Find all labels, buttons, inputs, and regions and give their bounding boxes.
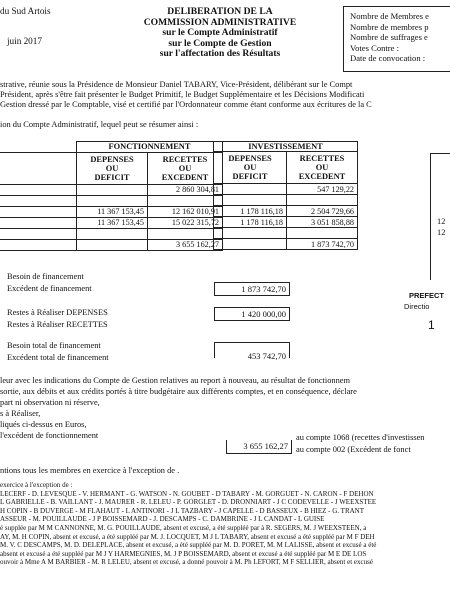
affectation-002: au compte 002 (Excédent de fonct — [296, 445, 411, 454]
depenses-header: DEPENSES OU DEFICIT — [77, 152, 148, 184]
conclusion-line: leur avec les indications du Compte de Gestion relatives au report à nouveau, au résultat de fonctionnem — [0, 376, 351, 385]
members-line: é supplée par M M CANNONNE, M. G. POUILLAUDE, absent et excusé, a été suppléé par à R. SEGERS, M. J WEEXSTEEN, a — [0, 523, 367, 532]
cell — [214, 228, 287, 239]
cell: 15 022 315,72 — [148, 217, 223, 228]
unanimity-line: ntions tous les membres en exercice à l'exception de . — [0, 466, 180, 475]
excedent-total-label: Excédent total de financement — [7, 353, 109, 362]
conclusion-line: liqués ci-dessus en Euros, — [0, 420, 87, 429]
excedent-total-value-box: 453 742,70 — [214, 342, 290, 358]
rar-recettes-label: Restes à Réaliser RECETTES — [7, 320, 108, 329]
cell: 1 178 116,18 — [214, 217, 287, 228]
fonctionnement-table — [0, 141, 223, 251]
cell: 3 655 162,27 — [148, 239, 223, 250]
intro-line: Président, après s'être fait présenter le Budget Primitif, le Budget Supplémentaire et les Décisions Modificati — [0, 90, 365, 99]
cell — [287, 228, 358, 239]
prefecture-stamp-number: 1 — [428, 318, 435, 332]
cell — [148, 195, 223, 206]
besoin-label: Besoin de financement — [7, 272, 84, 281]
cell: 11 367 153,45 — [77, 206, 148, 217]
rar-value-box: 1 420 000,00 — [214, 307, 290, 321]
recettes-header: RECETTES OU EXCEDENT — [148, 152, 223, 184]
members-line: L GABRIELLE - B. VAILLANT - J. MAURER - R. LELEU - P. GORGLET - D. DRONNIART - J C CODEVELLE - J WEEXSTEE — [0, 498, 377, 507]
cell — [214, 195, 287, 206]
intro-summary: ion du Compte Administratif, lequel peut se résumer ainsi : — [0, 120, 199, 129]
cell: 2 860 304,81 — [148, 184, 223, 195]
cell — [287, 195, 358, 206]
conclusion-line: sortie, aux débits et aux crédits portés à titre budgétaire aux différents comptes, et en conséquence, déclare — [0, 387, 357, 396]
cell: 1 873 742,70 — [287, 239, 358, 250]
cell: 12 — [437, 228, 446, 237]
members-present-label: Nombre de membres p — [350, 21, 429, 32]
org-name: du Sud Artois — [0, 6, 51, 16]
cell: 12 162 010,91 — [148, 206, 223, 217]
conclusion-line: part ni observation ni réserve, — [0, 398, 100, 407]
cell — [77, 239, 148, 250]
members-line: ouvoir à Mme A M BARBIER - M. R LELEU, absent et excusé, a donné pouvoir à M. Ph LEFORT, M F SELLIER, absent et excusé — [0, 558, 373, 567]
cell — [77, 184, 148, 195]
membership-box — [343, 6, 450, 72]
members-line: AY, M. H COPIN, absent et excusé, a été suppléé par M. J. LOCQUET, M J L TABARY, absent et excusé a été suppléé par M F DEH — [0, 532, 375, 541]
cell: 2 504 729,66 — [287, 206, 358, 217]
title-line: sur le Compte Administratif — [162, 27, 278, 39]
cell — [77, 228, 148, 239]
intro-line: strative, réunie sous la Présidence de Monsieur Daniel TABARY, Vice-Président, délibérant sur le Compt — [0, 80, 353, 89]
members-line: ASSEUR - M. POUILLAUDE - J P BOISSEMARD - J. DESCAMPS - C. DAMBRINE - J L CANDAT - L GUISE — [0, 515, 325, 524]
prefecture-stamp-sub: Directio — [404, 302, 430, 311]
cell — [77, 195, 148, 206]
cell: 3 051 858,88 — [287, 217, 358, 228]
excedent-value-box: 1 873 742,70 — [214, 282, 290, 296]
members-list — [0, 481, 450, 567]
recettes-header: RECETTES OU EXCEDENT — [287, 152, 358, 184]
depenses-header: DEPENSES OU DEFICIT — [214, 152, 287, 184]
members-line: H COPIN - B DUVERGE - M FLAHAUT - L ANTINORI - J L TAZBARY - J CAPELLE - D BASSEUX - B HIEZ - G. TRANT — [0, 506, 365, 515]
votes-label: Votes Contre : — [350, 42, 400, 53]
cell — [148, 228, 223, 239]
members-line: LECERF - D. LEVESQUE - V. HERMANT - G. WATSON - N. GOUBET - D TABARY - M. GORGUET - N. CARON - F DEHON — [0, 489, 374, 498]
rar-depenses-label: Restes à Réaliser DEPENSES — [7, 308, 108, 317]
conclusion-line: s à Réaliser, — [0, 409, 41, 418]
document-title — [120, 7, 320, 60]
document-date: juin 2017 — [7, 36, 42, 46]
cell: 12 — [437, 217, 446, 226]
investissement-title: INVESTISSEMENT — [214, 142, 358, 152]
members-line: exercice à l'exception de : — [0, 481, 73, 489]
cell: 11 367 153,45 — [77, 217, 148, 228]
cell: 1 178 116,18 — [214, 206, 287, 217]
members-line: M. V. C DESCAMPS, M. D. DELEPLACE, absent et excusé, a été suppléé par M. D. PORET, M. M LALISSE, absent et excusé a été — [0, 541, 377, 550]
besoin-total-label: Besoin total de financement — [7, 341, 101, 350]
title-line: sur le Compte de Gestion — [168, 37, 272, 49]
members-count-label: Nombre de Membres e — [350, 11, 429, 21]
intro-line: Gestion dressé par le Comptable, visé et certifié par l'Ordonnateur comme étant conforme aux écritures de la C — [0, 100, 372, 109]
fonctionnement-title: FONCTIONNEMENT — [77, 142, 223, 153]
cell — [214, 239, 287, 250]
title-line: DELIBERATION DE LA — [167, 6, 273, 17]
votes-count-label: Nombre de suffrages e — [350, 32, 428, 42]
convocation-date-label: Date de convocation : — [350, 53, 426, 63]
cell: 547 129,22 — [287, 184, 358, 195]
members-line: absent et excusé a été suppléé par M J Y HARMEGNIES, M. J P BOISSEMARD, absent et excusé a été suppléé par M E DE LOS — [0, 549, 367, 558]
affectation-value-box: 3 655 162,27 — [226, 440, 292, 454]
title-line: sur l'affectation des Résultats — [159, 48, 281, 60]
cell — [214, 184, 287, 195]
affectation-1068: au compte 1068 (recettes d'investissen — [296, 433, 425, 442]
title-line: COMMISSION ADMINISTRATIVE — [143, 16, 297, 28]
excedent-label: Excédent de financement — [7, 284, 92, 293]
conclusion-line: l'excédent de fonctionnement — [0, 431, 99, 440]
investissement-table — [213, 141, 358, 250]
prefecture-stamp-title: PREFECT — [409, 291, 445, 300]
